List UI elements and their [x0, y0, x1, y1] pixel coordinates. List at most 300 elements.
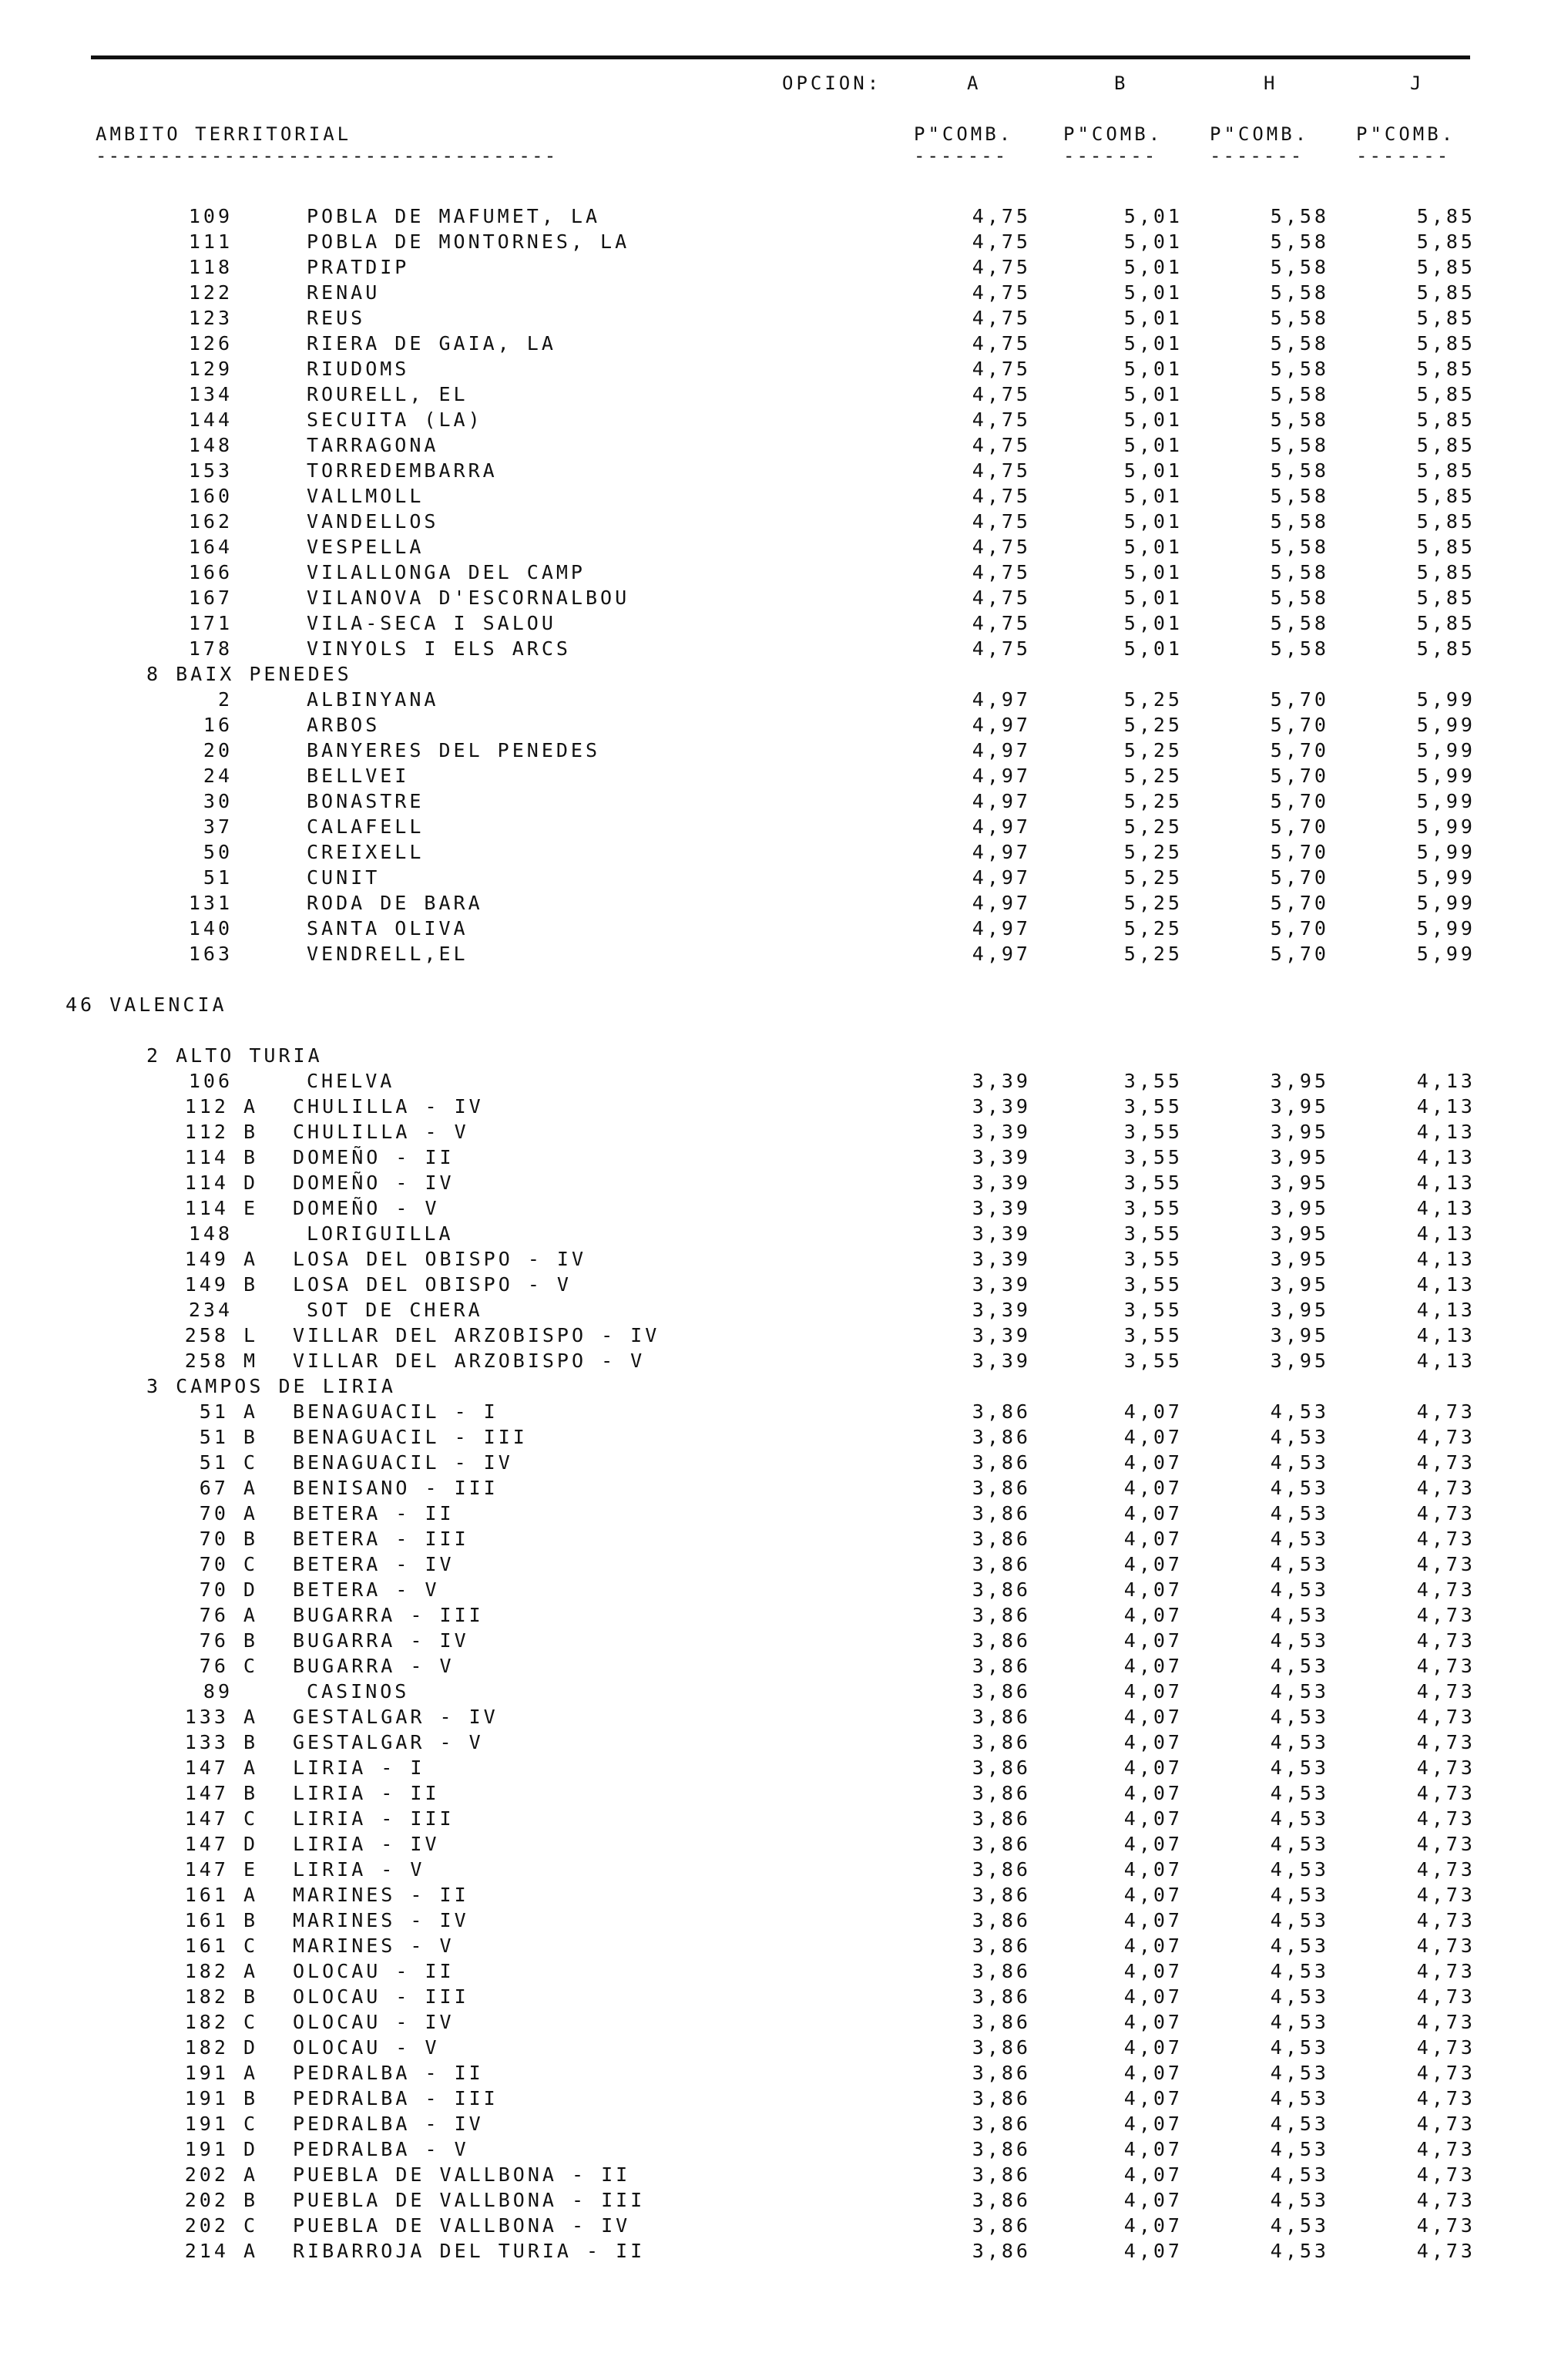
row-value-h: 4,53 [1270, 1909, 1329, 1931]
row-value-h: 3,95 [1270, 1299, 1329, 1321]
row-code: 164 [188, 536, 233, 558]
row-value-j: 5,99 [1416, 815, 1476, 838]
row-value-h: 4,53 [1270, 1553, 1329, 1575]
row-value-b: 4,07 [1123, 1680, 1183, 1703]
row-value-h: 4,53 [1270, 2036, 1329, 2059]
row-code: 133 A [184, 1706, 258, 1728]
row-value-j: 4,73 [1416, 1960, 1476, 1982]
row-value-a: 4,75 [972, 408, 1031, 431]
row-value-h: 5,70 [1270, 765, 1329, 787]
row-value-a: 3,86 [972, 1604, 1031, 1626]
row-value-h: 5,70 [1270, 714, 1329, 736]
row-code: 160 [188, 485, 233, 507]
row-value-h: 5,70 [1270, 688, 1329, 711]
row-name: BANYERES DEL PENEDES [307, 739, 601, 761]
row-value-a: 3,39 [972, 1324, 1031, 1346]
row-value-a: 4,75 [972, 510, 1031, 533]
row-value-b: 5,25 [1123, 688, 1183, 711]
row-value-b: 4,07 [1123, 1655, 1183, 1677]
row-value-b: 4,07 [1123, 2163, 1183, 2186]
row-code: 171 [188, 612, 233, 634]
row-value-h: 4,53 [1270, 1655, 1329, 1677]
row-code: 112 B [184, 1121, 258, 1143]
row-value-h: 4,53 [1270, 2011, 1329, 2033]
row-value-j: 4,73 [1416, 1731, 1476, 1753]
row-value-h: 5,58 [1270, 358, 1329, 380]
row-value-b: 3,55 [1123, 1299, 1183, 1321]
row-value-j: 5,85 [1416, 383, 1476, 405]
row-value-a: 4,97 [972, 714, 1031, 736]
row-value-a: 3,39 [972, 1121, 1031, 1143]
row-value-a: 3,39 [972, 1197, 1031, 1219]
row-name: BUGARRA - IV [293, 1629, 469, 1652]
row-value-h: 4,53 [1270, 1731, 1329, 1753]
row-value-j: 4,73 [1416, 2214, 1476, 2237]
row-value-a: 3,86 [972, 1782, 1031, 1804]
row-code: 123 [188, 307, 233, 329]
column-subheader-j: P"COMB. [1356, 123, 1456, 145]
row-value-j: 5,99 [1416, 892, 1476, 914]
row-value-j: 4,13 [1416, 1324, 1476, 1346]
row-name: RIBARROJA DEL TURIA - II [293, 2240, 646, 2262]
row-value-b: 4,07 [1123, 1629, 1183, 1652]
row-value-a: 3,39 [972, 1248, 1031, 1270]
row-code: 149 A [184, 1248, 258, 1270]
row-value-j: 5,99 [1416, 765, 1476, 787]
row-value-j: 4,73 [1416, 1400, 1476, 1423]
row-value-h: 3,95 [1270, 1273, 1329, 1296]
row-value-a: 4,75 [972, 205, 1031, 227]
row-value-a: 3,86 [972, 1731, 1031, 1753]
row-value-h: 4,53 [1270, 1604, 1329, 1626]
row-code: 144 [188, 408, 233, 431]
row-value-b: 5,01 [1123, 637, 1183, 660]
row-code: 214 A [184, 2240, 258, 2262]
row-value-h: 4,53 [1270, 1960, 1329, 1982]
row-value-h: 4,53 [1270, 1884, 1329, 1906]
row-name: VILA-SECA I SALOU [307, 612, 556, 634]
row-value-h: 5,58 [1270, 332, 1329, 355]
row-value-a: 4,75 [972, 358, 1031, 380]
row-value-j: 5,99 [1416, 688, 1476, 711]
row-value-h: 3,95 [1270, 1197, 1329, 1219]
row-value-h: 4,53 [1270, 1451, 1329, 1474]
row-value-j: 4,13 [1416, 1121, 1476, 1143]
row-value-j: 4,73 [1416, 1935, 1476, 1957]
row-value-b: 5,01 [1123, 459, 1183, 482]
row-value-h: 5,58 [1270, 256, 1329, 278]
row-value-b: 4,07 [1123, 1909, 1183, 1931]
row-value-j: 5,85 [1416, 408, 1476, 431]
row-value-h: 5,58 [1270, 536, 1329, 558]
row-value-a: 3,86 [972, 1451, 1031, 1474]
row-name: LIRIA - V [293, 1858, 425, 1881]
row-value-a: 4,97 [972, 765, 1031, 787]
row-value-h: 4,53 [1270, 1426, 1329, 1448]
row-name: DOMEÑO - V [293, 1197, 440, 1219]
row-value-b: 5,25 [1123, 841, 1183, 863]
row-name: MARINES - II [293, 1884, 469, 1906]
row-value-h: 4,53 [1270, 1782, 1329, 1804]
province-heading: 46 VALENCIA [65, 993, 227, 1016]
row-value-j: 4,13 [1416, 1248, 1476, 1270]
row-code: 106 [188, 1070, 233, 1092]
row-value-b: 4,07 [1123, 2189, 1183, 2211]
row-value-b: 5,01 [1123, 358, 1183, 380]
row-value-j: 5,85 [1416, 561, 1476, 583]
row-value-b: 5,25 [1123, 815, 1183, 838]
row-value-b: 3,55 [1123, 1248, 1183, 1270]
row-value-j: 5,85 [1416, 637, 1476, 660]
row-code: 148 [188, 434, 233, 456]
row-value-b: 4,07 [1123, 1833, 1183, 1855]
row-value-a: 3,86 [972, 2036, 1031, 2059]
row-value-b: 4,07 [1123, 1960, 1183, 1982]
row-value-h: 5,58 [1270, 434, 1329, 456]
row-value-h: 5,70 [1270, 790, 1329, 812]
row-value-j: 4,73 [1416, 1604, 1476, 1626]
row-code: 161 A [184, 1884, 258, 1906]
row-value-h: 5,58 [1270, 510, 1329, 533]
row-value-h: 4,53 [1270, 1502, 1329, 1524]
row-value-j: 5,85 [1416, 358, 1476, 380]
row-code: 70 B [199, 1528, 258, 1550]
row-value-a: 3,86 [972, 2113, 1031, 2135]
row-name: RIUDOMS [307, 358, 410, 380]
row-code: 166 [188, 561, 233, 583]
row-value-h: 3,95 [1270, 1324, 1329, 1346]
row-value-a: 3,86 [972, 1553, 1031, 1575]
row-value-j: 4,73 [1416, 2036, 1476, 2059]
row-name: PEDRALBA - II [293, 2062, 484, 2084]
row-value-h: 5,58 [1270, 561, 1329, 583]
row-value-b: 5,01 [1123, 205, 1183, 227]
row-value-j: 4,73 [1416, 1858, 1476, 1881]
row-value-a: 4,75 [972, 459, 1031, 482]
row-name: CASINOS [307, 1680, 410, 1703]
row-value-b: 4,07 [1123, 1528, 1183, 1550]
row-name: BETERA - III [293, 1528, 469, 1550]
row-value-j: 4,73 [1416, 2163, 1476, 2186]
row-value-a: 3,86 [972, 1629, 1031, 1652]
row-name: VILLAR DEL ARZOBISPO - IV [293, 1324, 660, 1346]
row-value-j: 4,13 [1416, 1146, 1476, 1168]
row-value-a: 4,97 [972, 688, 1031, 711]
row-code: 140 [188, 917, 233, 940]
row-value-h: 5,70 [1270, 815, 1329, 838]
row-name: PEDRALBA - V [293, 2138, 469, 2160]
row-code: 167 [188, 587, 233, 609]
row-value-b: 5,01 [1123, 587, 1183, 609]
row-value-b: 5,01 [1123, 536, 1183, 558]
row-value-b: 4,07 [1123, 2138, 1183, 2160]
row-code: 114 D [184, 1172, 258, 1194]
row-value-h: 4,53 [1270, 2138, 1329, 2160]
row-value-h: 4,53 [1270, 2214, 1329, 2237]
row-value-a: 4,97 [972, 739, 1031, 761]
row-code: 76 A [199, 1604, 258, 1626]
row-value-j: 4,13 [1416, 1197, 1476, 1219]
row-value-j: 4,73 [1416, 1578, 1476, 1601]
row-code: 147 A [184, 1756, 258, 1779]
row-value-a: 3,86 [972, 2189, 1031, 2211]
row-name: LIRIA - II [293, 1782, 440, 1804]
row-value-a: 3,86 [972, 1400, 1031, 1423]
column-subheader-a: P"COMB. [914, 123, 1014, 145]
row-value-a: 4,75 [972, 332, 1031, 355]
row-value-h: 4,53 [1270, 2113, 1329, 2135]
row-name: VILANOVA D'ESCORNALBOU [307, 587, 630, 609]
row-value-j: 5,85 [1416, 256, 1476, 278]
row-value-h: 5,58 [1270, 205, 1329, 227]
opcion-label: OPCION: [782, 72, 882, 94]
row-value-j: 4,73 [1416, 1451, 1476, 1474]
row-code: 202 A [184, 2163, 258, 2186]
row-value-j: 5,85 [1416, 332, 1476, 355]
row-code: 148 [188, 1222, 233, 1245]
row-value-j: 4,13 [1416, 1095, 1476, 1118]
row-name: CUNIT [307, 866, 381, 889]
row-name: POBLA DE MAFUMET, LA [307, 205, 601, 227]
row-name: RODA DE BARA [307, 892, 483, 914]
row-value-j: 4,73 [1416, 1985, 1476, 2008]
row-value-j: 4,13 [1416, 1070, 1476, 1092]
row-value-j: 5,85 [1416, 434, 1476, 456]
row-code: 191 A [184, 2062, 258, 2084]
row-code: 153 [188, 459, 233, 482]
row-value-a: 3,86 [972, 1655, 1031, 1677]
row-value-a: 4,75 [972, 256, 1031, 278]
row-value-b: 3,55 [1123, 1172, 1183, 1194]
row-name: BETERA - V [293, 1578, 440, 1601]
row-value-a: 3,86 [972, 1477, 1031, 1499]
row-value-j: 4,73 [1416, 1782, 1476, 1804]
row-value-a: 3,39 [972, 1172, 1031, 1194]
row-value-h: 4,53 [1270, 2240, 1329, 2262]
row-value-b: 5,01 [1123, 561, 1183, 583]
row-code: 147 B [184, 1782, 258, 1804]
row-value-j: 4,73 [1416, 1706, 1476, 1728]
row-value-h: 4,53 [1270, 1833, 1329, 1855]
row-value-a: 3,86 [972, 1426, 1031, 1448]
row-value-a: 4,97 [972, 892, 1031, 914]
row-value-a: 3,86 [972, 2163, 1031, 2186]
row-name: OLOCAU - IV [293, 2011, 455, 2033]
row-value-a: 3,86 [972, 2240, 1031, 2262]
row-value-h: 4,53 [1270, 1629, 1329, 1652]
row-value-j: 4,73 [1416, 2240, 1476, 2262]
row-value-j: 4,73 [1416, 1833, 1476, 1855]
row-value-j: 5,85 [1416, 281, 1476, 304]
row-value-h: 4,53 [1270, 2163, 1329, 2186]
row-value-b: 4,07 [1123, 2036, 1183, 2059]
row-name: MARINES - V [293, 1935, 455, 1957]
row-value-a: 4,75 [972, 230, 1031, 253]
row-value-b: 5,25 [1123, 790, 1183, 812]
row-value-a: 3,39 [972, 1299, 1031, 1321]
row-name: BUGARRA - III [293, 1604, 484, 1626]
row-name: REUS [307, 307, 366, 329]
row-value-a: 3,39 [972, 1146, 1031, 1168]
row-value-h: 5,58 [1270, 485, 1329, 507]
row-value-b: 4,07 [1123, 1604, 1183, 1626]
row-value-a: 3,86 [972, 1909, 1031, 1931]
column-letter-a: A [967, 72, 982, 94]
row-value-a: 4,75 [972, 485, 1031, 507]
row-code: 112 A [184, 1095, 258, 1118]
row-name: LIRIA - III [293, 1807, 455, 1830]
row-value-b: 4,07 [1123, 1858, 1183, 1881]
row-value-b: 5,01 [1123, 307, 1183, 329]
row-value-h: 3,95 [1270, 1222, 1329, 1245]
row-value-b: 5,01 [1123, 332, 1183, 355]
row-value-b: 5,01 [1123, 383, 1183, 405]
row-value-j: 4,73 [1416, 1528, 1476, 1550]
row-value-b: 5,01 [1123, 281, 1183, 304]
row-name: BETERA - IV [293, 1553, 455, 1575]
row-value-a: 4,97 [972, 917, 1031, 940]
row-value-a: 4,75 [972, 281, 1031, 304]
row-value-b: 4,07 [1123, 1553, 1183, 1575]
row-code: 51 B [199, 1426, 258, 1448]
row-code: 50 [203, 841, 233, 863]
row-value-j: 4,73 [1416, 2087, 1476, 2109]
row-value-b: 5,25 [1123, 943, 1183, 965]
row-code: 191 B [184, 2087, 258, 2109]
row-value-h: 3,95 [1270, 1095, 1329, 1118]
row-value-b: 5,01 [1123, 434, 1183, 456]
row-code: 67 A [199, 1477, 258, 1499]
row-value-a: 4,75 [972, 536, 1031, 558]
row-value-h: 5,58 [1270, 637, 1329, 660]
row-value-h: 5,58 [1270, 383, 1329, 405]
row-code: 2 [217, 688, 233, 711]
row-code: 111 [188, 230, 233, 253]
row-value-a: 4,97 [972, 841, 1031, 863]
row-value-a: 3,39 [972, 1273, 1031, 1296]
row-value-b: 4,07 [1123, 1451, 1183, 1474]
row-value-h: 3,95 [1270, 1172, 1329, 1194]
row-value-a: 3,86 [972, 1833, 1031, 1855]
row-value-j: 4,13 [1416, 1273, 1476, 1296]
column-underline-b: ------- [1063, 145, 1158, 166]
row-code: 147 E [184, 1858, 258, 1881]
row-value-b: 3,55 [1123, 1146, 1183, 1168]
row-code: 202 B [184, 2189, 258, 2211]
group-heading: 3 CAMPOS DE LIRIA [146, 1375, 396, 1397]
row-value-a: 4,75 [972, 637, 1031, 660]
row-value-b: 4,07 [1123, 1502, 1183, 1524]
row-code: 202 C [184, 2214, 258, 2237]
row-value-a: 3,86 [972, 2138, 1031, 2160]
row-value-b: 3,55 [1123, 1324, 1183, 1346]
row-value-a: 4,97 [972, 790, 1031, 812]
row-name: SECUITA (LA) [307, 408, 483, 431]
row-code: 70 D [199, 1578, 258, 1601]
row-value-j: 4,73 [1416, 1655, 1476, 1677]
row-value-j: 5,99 [1416, 739, 1476, 761]
row-value-b: 5,01 [1123, 485, 1183, 507]
row-value-h: 4,53 [1270, 1528, 1329, 1550]
row-value-b: 4,07 [1123, 2214, 1183, 2237]
row-value-j: 4,13 [1416, 1222, 1476, 1245]
row-code: 149 B [184, 1273, 258, 1296]
row-value-b: 5,25 [1123, 765, 1183, 787]
row-value-b: 3,55 [1123, 1197, 1183, 1219]
row-code: 182 B [184, 1985, 258, 2008]
row-value-a: 3,86 [972, 2011, 1031, 2033]
row-value-a: 4,75 [972, 383, 1031, 405]
row-name: CALAFELL [307, 815, 425, 838]
row-code: 258 L [184, 1324, 258, 1346]
row-value-j: 5,85 [1416, 230, 1476, 253]
row-code: 129 [188, 358, 233, 380]
row-value-j: 4,73 [1416, 1502, 1476, 1524]
row-value-a: 3,86 [972, 1706, 1031, 1728]
row-value-b: 4,07 [1123, 2113, 1183, 2135]
row-name: VESPELLA [307, 536, 425, 558]
group-heading: 2 ALTO TURIA [146, 1044, 323, 1067]
row-code: 37 [203, 815, 233, 838]
row-value-b: 5,01 [1123, 612, 1183, 634]
row-name: CHULILLA - IV [293, 1095, 484, 1118]
row-value-b: 4,07 [1123, 1935, 1183, 1957]
group-heading: 8 BAIX PENEDES [146, 663, 352, 685]
row-name: TARRAGONA [307, 434, 439, 456]
row-value-j: 4,73 [1416, 1629, 1476, 1652]
row-value-b: 4,07 [1123, 2240, 1183, 2262]
row-code: 182 D [184, 2036, 258, 2059]
row-value-a: 4,75 [972, 307, 1031, 329]
row-code: 118 [188, 256, 233, 278]
row-value-h: 3,95 [1270, 1350, 1329, 1372]
row-value-b: 4,07 [1123, 1706, 1183, 1728]
row-value-h: 5,58 [1270, 230, 1329, 253]
row-value-j: 5,85 [1416, 510, 1476, 533]
row-value-b: 4,07 [1123, 2062, 1183, 2084]
row-code: 70 A [199, 1502, 258, 1524]
row-code: 20 [203, 739, 233, 761]
row-value-h: 4,53 [1270, 1985, 1329, 2008]
row-value-a: 3,39 [972, 1222, 1031, 1245]
row-value-j: 5,85 [1416, 459, 1476, 482]
row-value-a: 3,86 [972, 1858, 1031, 1881]
row-value-h: 5,70 [1270, 866, 1329, 889]
row-value-h: 4,53 [1270, 1680, 1329, 1703]
row-value-j: 5,99 [1416, 943, 1476, 965]
row-value-b: 3,55 [1123, 1350, 1183, 1372]
row-name: VANDELLOS [307, 510, 439, 533]
row-value-h: 4,53 [1270, 1477, 1329, 1499]
row-value-j: 4,13 [1416, 1299, 1476, 1321]
row-name: PEDRALBA - III [293, 2087, 499, 2109]
row-value-b: 3,55 [1123, 1273, 1183, 1296]
row-value-j: 4,73 [1416, 2138, 1476, 2160]
row-code: 258 M [184, 1350, 258, 1372]
row-value-h: 3,95 [1270, 1146, 1329, 1168]
row-value-b: 5,25 [1123, 917, 1183, 940]
row-code: 147 D [184, 1833, 258, 1855]
row-value-j: 5,85 [1416, 587, 1476, 609]
row-value-a: 3,86 [972, 1528, 1031, 1550]
row-value-b: 3,55 [1123, 1070, 1183, 1092]
row-code: 182 C [184, 2011, 258, 2033]
row-code: 161 B [184, 1909, 258, 1931]
row-code: 131 [188, 892, 233, 914]
row-name: BENAGUACIL - I [293, 1400, 499, 1423]
row-value-j: 4,73 [1416, 1756, 1476, 1779]
row-value-h: 5,58 [1270, 281, 1329, 304]
